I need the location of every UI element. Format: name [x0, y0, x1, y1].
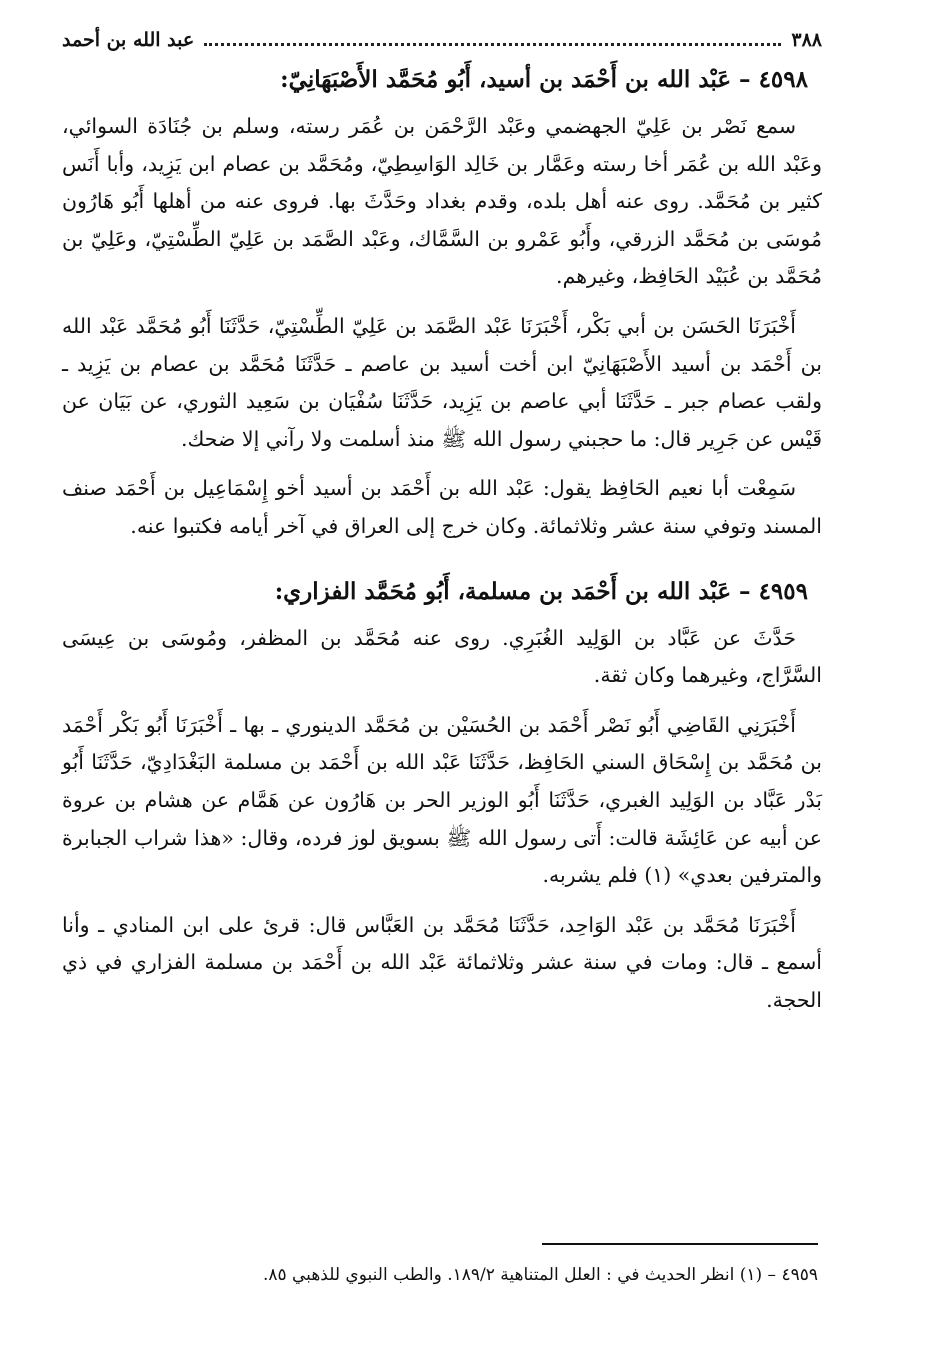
- entry-paragraph: أَخْبَرَنَا مُحَمَّد بن عَبْد الوَاحِد، حَدَّثَنَا مُحَمَّد بن العَبَّاس قال: قرئ على ابن المنادي ـ وأنا أسمع ـ قال: ومات في سنة عشر وثلاثمائة عَبْد الله بن أَحْمَد بن مسلمة الفزاري في ذي الحجة.: [62, 912, 822, 1012]
- entry-paragraph: حَدَّثَ عن عَبَّاد بن الوَلِيد الغُبَرِي. روى عنه مُحَمَّد بن المظفر، ومُوسَى بن عِيسَى السَّرَّاج، وغيرهما وكان ثقة.: [62, 625, 822, 688]
- running-header: [62, 22, 822, 58]
- entry-4959: [62, 570, 822, 1020]
- entry-separator: [62, 558, 822, 570]
- entry-paragraph: سَمِعْت أبا نعيم الحَافِظ يقول: عَبْد الله بن أَحْمَد بن أسيد أخو إِسْمَاعِيل بن أَحْمَد صنف المسند وتوفي سنة عشر وثلاثمائة. وكان خرج إلى العراق في آخر أيامه فكتبوا عنه.: [62, 476, 822, 538]
- entry-paragraph: أَخْبَرَنَا الحَسَن بن أبي بَكْر، أَخْبَرَنَا عَبْد الصَّمَد بن عَلِيّ الطِّسْتِيّ، حَدَّثَنَا أَبُو مُحَمَّد عَبْد الله بن أَحْمَد بن أسيد الأَصْبَهَانِيّ ابن أخت أسيد بن عاصم ـ حَدَّثَنَا مُحَمَّد بن عصام بن يَزِيد ـ ولقب عصام جبر ـ حَدَّثَنَا أبي عاصم بن يَزِيد، حَدَّثَنَا سُفْيَان بن سَعِيد الثوري، عن بَيَان عن قَيْس عن جَرِير قال: ما حجبني رسول الله ﷺ منذ أسلمت ولا رآني إلا ضحك.: [62, 313, 822, 451]
- running-title: عبد الله بن أحمد: [62, 29, 195, 51]
- book-page: [62, 22, 822, 1031]
- entry-title: ٤٥٩٨ – عَبْد الله بن أَحْمَد بن أسيد، أَبُو مُحَمَّد الأَصْبَهَانِيّ:: [280, 66, 808, 93]
- footnote: ٤٩٥٩ – (١) انظر الحديث في : العلل المتناهية ١٨٩/٢. والطب النبوي للذهبي ٨٥.: [262, 1265, 818, 1285]
- page-number: ٣٨٨: [791, 29, 822, 51]
- header-dots: [204, 43, 781, 46]
- entry-title: ٤٩٥٩ – عَبْد الله بن أَحْمَد بن مسلمة، أَبُو مُحَمَّد الفزاري:: [274, 577, 808, 605]
- entry-paragraph: أَخْبَرَنِي القَاضِي أَبُو نَصْر أَحْمَد بن الحُسَيْن بن مُحَمَّد الدينوري ـ بها ـ أَخْبَرَنَا أَبُو بَكْر أَحْمَد بن مُحَمَّد بن إِسْحَاق السني الحَافِظ، حَدَّثَنَا عَبْد الله بن أَحْمَد بن مسلمة البَغْدَادِيّ، حَدَّثَنَا أَبُو بَدْر عَبَّاد بن الوَلِيد الغبري، حَدَّثَنَا أَبُو الوزير الحر بن هَارُون عن هَمَّام عن هشام بن عروة عن أبيه عن عَائِشَة قالت: أَتى رسول الله ﷺ بسويق لوز فرده، وقال: «هذا شراب الجبابرة والمترفين بعدي» (١) فلم يشربه.: [62, 712, 822, 888]
- footnote-divider: [542, 1243, 818, 1245]
- entry-paragraph: سمع نَصْر بن عَلِيّ الجهضمي وعَبْد الرَّحْمَن بن عُمَر رسته، وسلم بن جُنَادَة السوائي، وعَبْد الله بن عُمَر أخا رسته وعَمَّار بن خَالِد الوَاسِطِيّ، ومُحَمَّد بن عصام ابن يَزِيد، وأبا أَنَس كثير بن مُحَمَّد. روى عنه أهل بلده، وقدم بغداد وحَدَّثَ بها. فروى عنه من أهلها أَبُو هَارُون مُوسَى بن مُحَمَّد الزرقي، وأَبُو عَمْرو بن السَّمَّاك، وعَبْد الصَّمَد بن عَلِيّ الطِّسْتِيّ، وعَلِيّ بن مُحَمَّد بن عُبَيْد الحَافِظ، وغيرهم.: [62, 114, 822, 289]
- entry-4598: [62, 58, 822, 546]
